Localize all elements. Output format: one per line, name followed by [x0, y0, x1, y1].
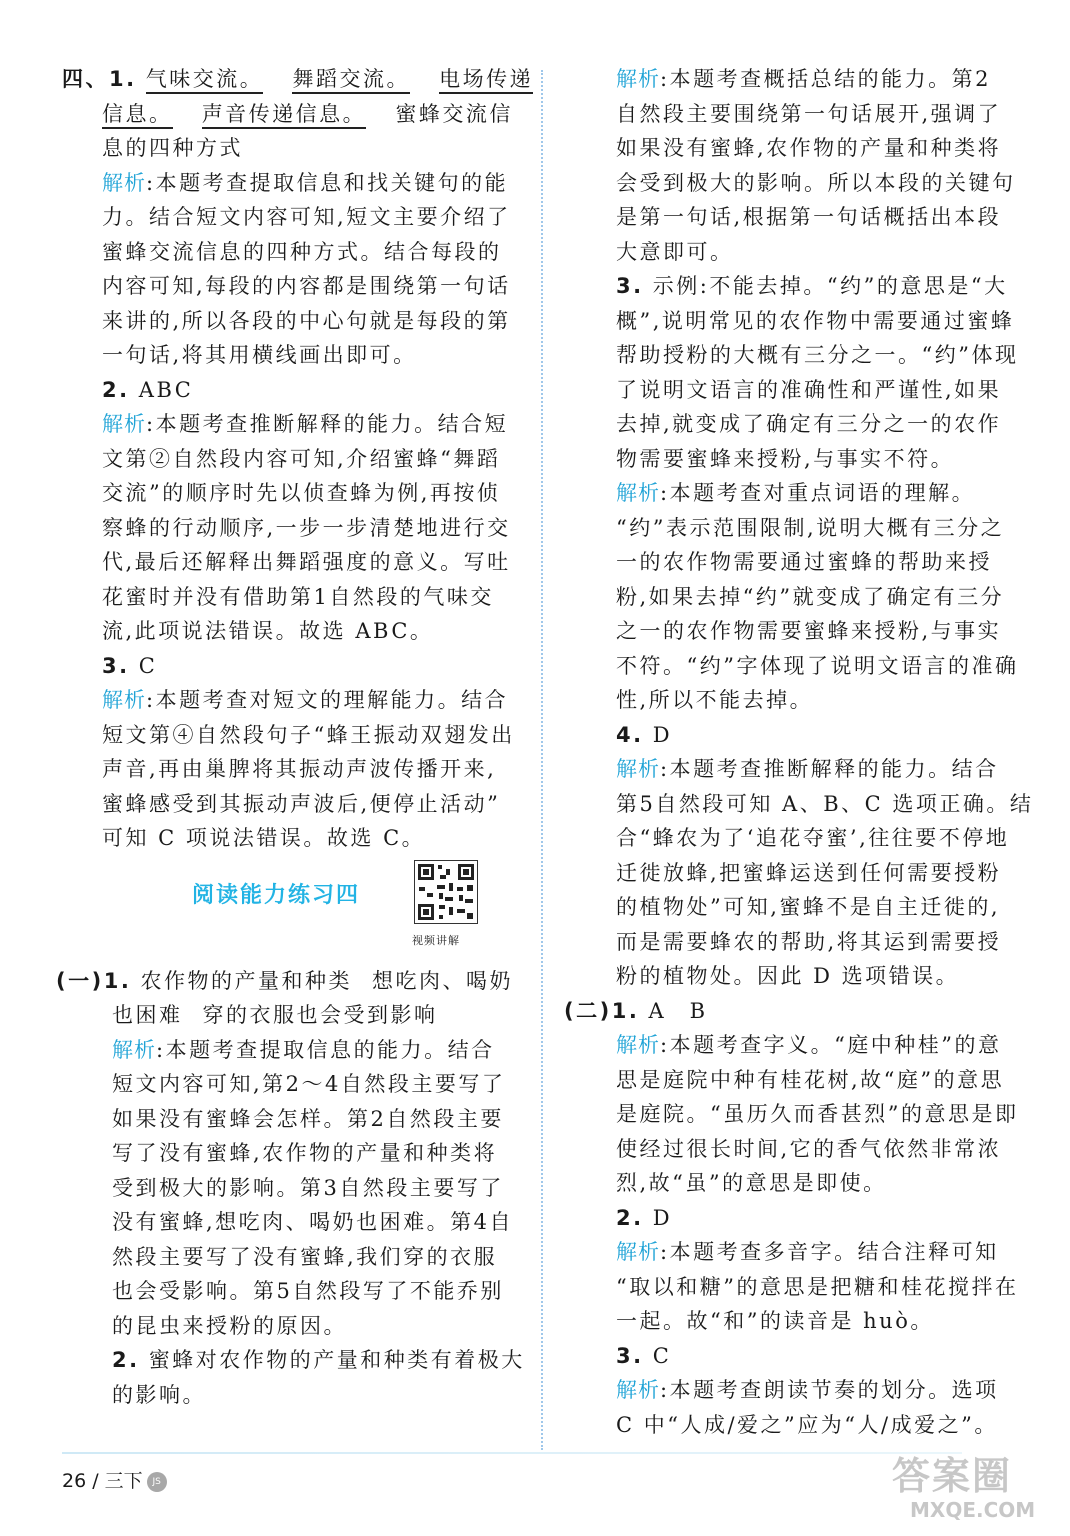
qr-label: 视频讲解: [412, 933, 460, 947]
analysis-line: 解析:本题考查多音字。结合注释可知: [616, 1240, 999, 1264]
q3-answer: 概”,说明常见的农作物中需要通过蜜蜂: [616, 308, 1015, 333]
question-number: 1.: [109, 67, 137, 91]
analysis-line: 流,此项说法错误。故选 ABC。: [102, 619, 434, 643]
analysis-label: 解析: [616, 67, 660, 91]
answer-underlined: 舞蹈交流。: [292, 67, 410, 94]
analysis-line: 一句话,将其用横线画出即可。: [102, 343, 417, 367]
practice-header: [62, 856, 518, 964]
analysis-line: 解析:本题考查朗读节奏的划分。选项: [616, 1378, 999, 1402]
analysis-line: 交流”的顺序时先以侦查蜂为例,再按侦: [102, 481, 501, 505]
analysis-line: 之一的农作物需要蜜蜂来授粉,与事实: [616, 619, 1002, 643]
analysis-line: 解析:本题考查对重点词语的理解。: [616, 481, 976, 505]
section-label: 四、: [62, 67, 109, 91]
answer-tail: 息的四种方式: [102, 136, 243, 160]
analysis-label: 解析: [616, 1033, 660, 1057]
analysis-line: 是庭院。“虽历久而香甚烈”的意思是即: [616, 1102, 1019, 1126]
analysis-line: 解析:本题考查提取信息和找关键句的能: [102, 170, 509, 195]
analysis-line: 迁徙放蜂,把蜜蜂运送到任何需要授粉: [616, 860, 1002, 885]
analysis-line: 内容可知,每段的内容都是围绕第一句话: [102, 274, 511, 298]
analysis-line: “取以和糖”的意思是把糖和桂花搅拌在: [616, 1274, 1019, 1299]
analysis-line: 蜜蜂感受到其振动声波后,便停止活动”: [102, 791, 501, 816]
question-number: 3.: [616, 274, 644, 298]
left-column: [56, 62, 534, 1412]
watermark-text: 答案圈: [892, 1454, 1013, 1498]
analysis-line: 解析:本题考查对短文的理解能力。结合: [102, 688, 509, 712]
analysis-line: 短文第④自然段句子“蜂王振动双翅发出: [102, 722, 515, 747]
analysis-line: 短文内容可知,第2～4自然段主要写了: [112, 1072, 506, 1096]
p2-q2-answer: 2. D: [616, 1205, 673, 1230]
answer-underlined: 信息。: [102, 102, 173, 129]
analysis-line: 蜜蜂交流信息的四种方式。结合每段的: [102, 239, 502, 264]
answer-underlined: 声音传递信息。: [202, 102, 367, 129]
page-footer: [62, 1466, 167, 1493]
analysis-label: 解析: [112, 1037, 156, 1062]
analysis-line: 如果没有蜜蜂,农作物的产量和种类将: [616, 136, 1002, 160]
analysis-label: 解析: [616, 481, 660, 505]
analysis-line: 思是庭院中种有桂花树,故“庭”的意思: [616, 1067, 1005, 1092]
s4-q3-answer: 3. C: [102, 653, 158, 678]
analysis-line: 的昆虫来授粉的原因。: [112, 1313, 347, 1338]
analysis-label: 解析: [102, 170, 146, 195]
analysis-line: 如果没有蜜蜂会怎样。第2自然段主要: [112, 1106, 504, 1131]
analysis-line: 代,最后还解释出舞蹈强度的意义。写吐: [102, 550, 511, 574]
analysis-line: 一的农作物需要通过蜜蜂的帮助来授: [616, 550, 992, 574]
analysis-line: 没有蜜蜂,想吃肉、喝奶也困难。第4自: [112, 1210, 514, 1234]
watermark-logo: [892, 1454, 1052, 1532]
p1-q1-line2: 也困难 穿的衣服也会受到影响: [112, 1003, 438, 1027]
question-number: 1.: [103, 968, 132, 993]
p1-q1-line1: (一)1. 农作物的产量和种类 想吃肉、喝奶: [56, 968, 513, 993]
footer-rule: [62, 1452, 962, 1454]
q4-answer: 4. D: [616, 722, 673, 747]
analysis-line: 自然段主要围绕第一句话展开,强调了: [616, 101, 1002, 126]
page-number: 26 / 三下: [62, 1470, 143, 1492]
watermark-url: MXQE.COM: [910, 1498, 1036, 1522]
analysis-line: 花蜜时并没有借助第1自然段的气味交: [102, 584, 494, 609]
analysis-line: 也会受影响。第5自然段写了不能乔别: [112, 1279, 504, 1303]
p1-q2-answer: 2. 蜜蜂对农作物的产量和种类有着极大: [112, 1348, 525, 1372]
analysis-label: 解析: [616, 757, 660, 781]
analysis-line: 解析:本题考查字义。“庭中种桂”的意: [616, 1033, 1002, 1057]
q3-answer: 物需要蜜蜂来授粉,与事实不符。: [616, 446, 955, 471]
analysis-line: 粉,如果去掉“约”就变成了确定有三分: [616, 584, 1005, 609]
q3-answer: 去掉,就变成了确定有三分之一的农作: [616, 412, 1002, 436]
analysis-line: 受到极大的影响。第3自然段主要写了: [112, 1175, 504, 1200]
analysis-line: 粉的植物处。因此 D 选项错误。: [616, 964, 960, 988]
question-number: 2.: [102, 377, 130, 402]
analysis-line: 察蜂的行动顺序,一步一步清楚地进行交: [102, 515, 511, 540]
question-number: 2.: [616, 1205, 644, 1230]
answer-tail: 蜜蜂交流信: [395, 101, 513, 126]
edition-badge-icon: JS: [147, 1472, 167, 1492]
analysis-line: 一起。故“和”的读音是 huò。: [616, 1309, 934, 1333]
analysis-line: 写了没有蜜蜂,农作物的产量和种类将: [112, 1141, 498, 1165]
question-number: 2.: [112, 1348, 140, 1372]
analysis-line: 第5自然段可知 A、B、C 选项正确。结: [616, 791, 1034, 816]
question-number: 3.: [616, 1343, 644, 1368]
analysis-line: 可知 C 项说法错误。故选 C。: [102, 826, 426, 850]
s4-q2-answer: 2. ABC: [102, 377, 194, 402]
question-number: 4.: [616, 722, 644, 747]
qr-code-icon[interactable]: [414, 860, 478, 924]
question-number: 3.: [102, 653, 130, 678]
analysis-line: 使经过很长时间,它的香气依然非常浓: [616, 1136, 1002, 1161]
section-label: (一): [56, 968, 104, 993]
right-column: [564, 62, 1034, 1442]
q3-answer: 了说明文语言的准确性和严谨性,如果: [616, 377, 1002, 402]
analysis-line: 而是需要蜂农的帮助,将其运到需要授: [616, 929, 1002, 954]
q3-answer: 3. 示例:不能去掉。“约”的意思是“大: [616, 274, 1008, 298]
question-number: 1.: [611, 998, 640, 1023]
q3-answer: 帮助授粉的大概有三分之一。“约”体现: [616, 343, 1019, 367]
analysis-line: 是第一句话,根据第一句话概括出本段: [616, 205, 1002, 229]
analysis-line: 性,所以不能去掉。: [616, 688, 814, 712]
analysis-line: 的植物处”可知,蜜蜂不是自主迁徙的,: [616, 895, 1001, 919]
p2-q3-answer: 3. C: [616, 1343, 672, 1368]
analysis-line: “约”表示范围限制,说明大概有三分之: [616, 515, 1005, 540]
p1-q2-answer: 的影响。: [112, 1382, 206, 1407]
analysis-line: 解析:本题考查概括总结的能力。第2: [616, 67, 991, 91]
analysis-label: 解析: [616, 1240, 660, 1264]
analysis-label: 解析: [616, 1378, 660, 1402]
analysis-line: 烈,故“虽”的意思是即使。: [616, 1171, 887, 1195]
section-label: (二): [564, 998, 612, 1023]
p2-q1-answer: (二)1. A B: [564, 998, 708, 1023]
analysis-line: 合“蜂农为了‘追花夺蜜’,往往要不停地: [616, 826, 1010, 850]
analysis-line: 解析:本题考查提取信息的能力。结合: [112, 1037, 495, 1062]
analysis-line: 文第②自然段内容可知,介绍蜜蜂“舞蹈: [102, 446, 501, 471]
analysis-line: 声音,再由巢脾将其振动声波传播开来,: [102, 757, 497, 781]
s4-q1-line1: [62, 62, 534, 97]
analysis-line: C 中“人成/爱之”应为“人/成爱之”。: [616, 1412, 998, 1437]
practice-title: 阅读能力练习四: [192, 882, 361, 908]
analysis-line: 不符。“约”字体现了说明文语言的准确: [616, 653, 1019, 678]
column-divider: [541, 70, 543, 1450]
analysis-line: 解析:本题考查推断解释的能力。结合: [616, 757, 999, 781]
s4-q1-line2: [62, 97, 518, 132]
analysis-line: 来讲的,所以各段的中心句就是每段的第: [102, 308, 511, 333]
analysis-line: 力。结合短文内容可知,短文主要介绍了: [102, 205, 511, 229]
analysis-label: 解析: [102, 412, 146, 436]
analysis-line: 然段主要写了没有蜜蜂,我们穿的衣服: [112, 1244, 498, 1269]
analysis-line: 解析:本题考查推断解释的能力。结合短: [102, 412, 509, 436]
analysis-label: 解析: [102, 688, 146, 712]
analysis-line: 会受到极大的影响。所以本段的关键句: [616, 170, 1016, 195]
analysis-line: 大意即可。: [616, 239, 734, 264]
answer-underlined: 气味交流。: [146, 67, 264, 94]
answer-underlined: 电场传递: [439, 67, 533, 94]
